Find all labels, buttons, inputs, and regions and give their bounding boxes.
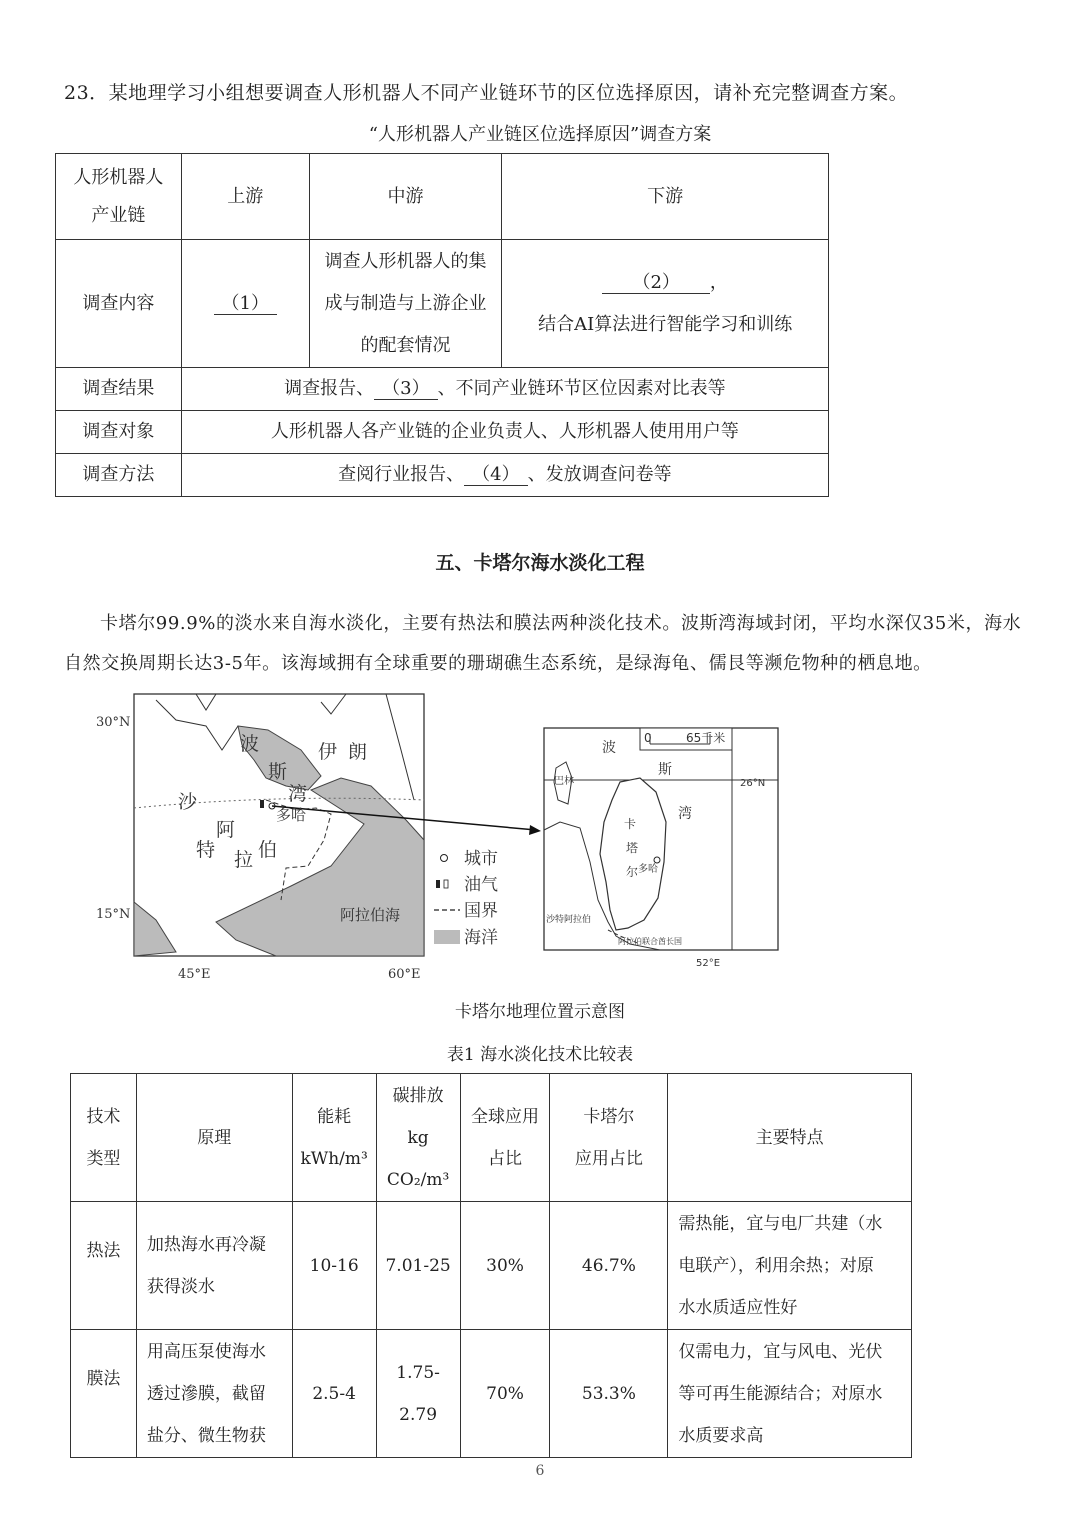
th-principle: 原理: [136, 1074, 292, 1202]
svg-text:特: 特: [196, 839, 216, 861]
header-downstream: 下游: [502, 154, 829, 240]
table-row: 热法 加热海水再冷凝 获得淡水 10-16 7.01-25 30% 46.7% 需热能，宜与电厂共建（水 电联产），利用余热；对原 水水质适应性好: [71, 1202, 912, 1330]
svg-text:塔: 塔: [626, 841, 639, 855]
svg-text:65千米: 65千米: [686, 731, 726, 745]
legend-sea-icon: [434, 930, 460, 944]
lat-30: 30°N: [96, 715, 131, 730]
svg-text:斯: 斯: [658, 762, 672, 778]
svg-text:波: 波: [240, 733, 260, 755]
svg-text:多哈: 多哈: [638, 864, 658, 875]
lon-45: 45°E: [178, 967, 211, 982]
svg-text:伯: 伯: [258, 839, 278, 861]
lat-15: 15°N: [96, 907, 131, 922]
method-label: 调查方法: [56, 454, 182, 497]
svg-text:波: 波: [602, 740, 616, 756]
legend-oil-icon: [436, 880, 440, 888]
upstream-blank-cell: [181, 240, 309, 368]
svg-text:52°E: 52°E: [696, 958, 721, 969]
table-row: 膜法 用高压泵使海水 透过滲膜，截留 盐分、微生物获 2.5-4 1.75- 2.79 70% 53.3% 仅需电力，宜与风电、光伏 等可再生能源结合；对原水 水质要求高: [71, 1330, 912, 1458]
svg-text:卡: 卡: [624, 817, 637, 831]
svg-text:油气: 油气: [464, 875, 498, 895]
th-type: 技术 类型: [71, 1074, 137, 1202]
object-cell: 人形机器人各产业链的企业负责人、人形机器人使用用户等: [181, 411, 828, 454]
th-carbon: 碳排放 kg CO₂/m³: [376, 1074, 460, 1202]
svg-text:沙: 沙: [178, 791, 198, 813]
svg-text:尔: 尔: [626, 865, 639, 879]
blank-3: （3）: [374, 379, 437, 400]
tech-table: [70, 1073, 912, 1458]
svg-text:巴林: 巴林: [554, 776, 574, 787]
survey-table-caption: “人形机器人产业链区位选择原因”调查方案: [368, 124, 712, 145]
svg-text:26°N: 26°N: [740, 778, 766, 789]
svg-text:湾: 湾: [288, 783, 308, 805]
svg-text:斯: 斯: [268, 761, 288, 783]
svg-text:阿拉伯海: 阿拉伯海: [340, 906, 401, 924]
blank-4: （4）: [464, 465, 527, 486]
page-number: 6: [535, 1463, 545, 1479]
th-global: 全球应用 占比: [460, 1074, 550, 1202]
legend-city-icon: [441, 855, 448, 862]
svg-text:湾: 湾: [678, 806, 692, 822]
midstream-cell: 调查人形机器人的集 成与制造与上游企业 的配套情况: [309, 240, 502, 368]
th-energy: 能耗 kWh/m³: [292, 1074, 376, 1202]
svg-text:国界: 国界: [464, 901, 498, 921]
header-upstream: 上游: [181, 154, 309, 240]
th-qatar: 卡塔尔 应用占比: [550, 1074, 668, 1202]
downstream-cell: （2） ， 结合AI算法进行智能学习和训练: [502, 240, 829, 368]
result-label: 调查结果: [56, 368, 182, 411]
lon-60: 60°E: [388, 967, 421, 982]
content-label: 调查内容: [56, 240, 182, 368]
method-cell: 查阅行业报告、 （4） 、发放调查问卷等: [181, 454, 828, 497]
object-label: 调查对象: [56, 411, 182, 454]
svg-text:伊: 伊: [318, 741, 338, 763]
result-cell: 调查报告、 （3） 、不同产业链环节区位因素对比表等: [181, 368, 828, 411]
svg-text:阿拉伯联合酋长国: 阿拉伯联合酋长国: [618, 937, 682, 946]
svg-text:朗: 朗: [348, 741, 368, 763]
svg-text:拉: 拉: [234, 849, 254, 871]
svg-text:多哈: 多哈: [276, 806, 307, 824]
svg-text:城市: 城市: [464, 849, 498, 869]
blank-2: （2）: [602, 273, 709, 294]
svg-text:0: 0: [644, 731, 652, 745]
qatar-inset-map: [540, 722, 790, 972]
header-chain-cell: 人形机器人 产业链: [56, 154, 182, 240]
region-map: [96, 690, 556, 990]
th-features: 主要特点: [668, 1074, 912, 1202]
intro-paragraph: 卡塔尔99.9%的淡水来自海水淡化，主要有热法和膜法两种淡化技术。波斯湾海域封闭，平均水深仅35米，海水自然交换周期长达3-5年。该海域拥有全球重要的珊瑚礁生态系统，是绿海龟、儒艮等濒危物种的栖息地。: [64, 613, 1022, 674]
svg-text:沙特阿拉伯: 沙特阿拉伯: [546, 915, 592, 925]
svg-text:阿: 阿: [216, 819, 236, 841]
section-title: 五、卡塔尔海水淡化工程: [435, 552, 645, 574]
survey-table: [55, 153, 829, 497]
blank-1: （1）: [214, 294, 277, 315]
map-caption: 卡塔尔地理位置示意图: [455, 1002, 625, 1022]
svg-text:海洋: 海洋: [464, 928, 498, 948]
question-23: 23．某地理学习小组想要调查人形机器人不同产业链环节的区位选择原因，请补充完整调查方案。: [64, 82, 909, 104]
header-midstream: 中游: [309, 154, 502, 240]
tech-table-caption: 表1 海水淡化技术比较表: [446, 1045, 634, 1065]
